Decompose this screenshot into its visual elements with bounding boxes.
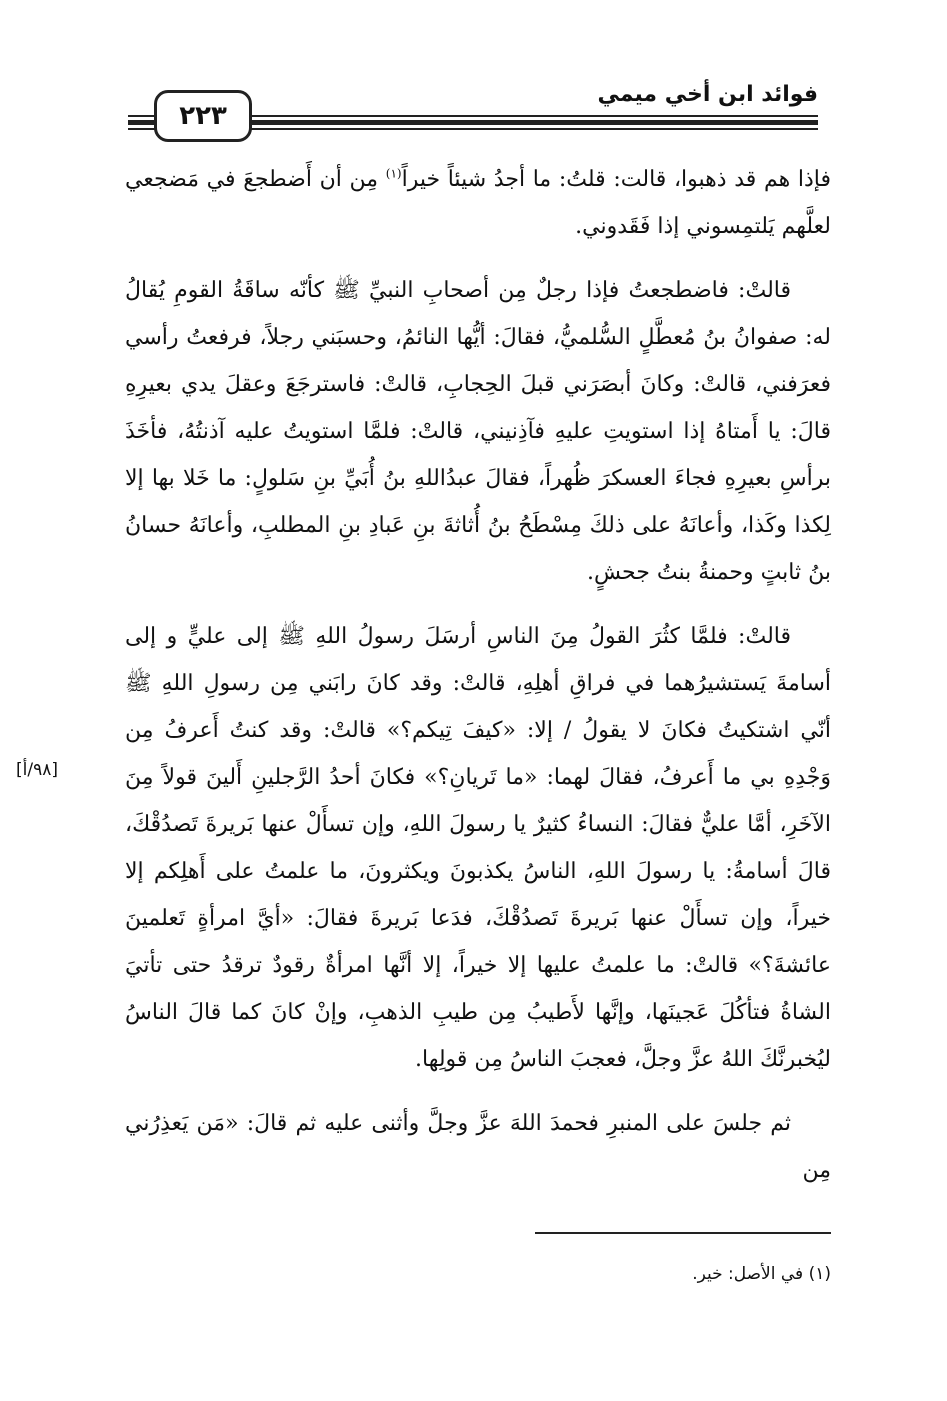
paragraph-text: فإذا هم قد ذهبوا، قالت: قلتُ: ما أجدُ شيئاً خيراً [401, 167, 831, 192]
paragraph: ثم جلسَ على المنبرِ فحمدَ اللهَ عزَّ وجلَّ وأثنى عليه ثم قالَ: «مَن يَعذِرُني مِن [125, 1111, 831, 1183]
body-text [125, 156, 831, 1211]
footnote: (١) في الأصل: خير. [692, 1264, 831, 1284]
running-title: فوائد ابن أخي ميمي [591, 82, 818, 107]
page-number: ٢٢٣ [154, 90, 252, 142]
paragraph-text: مِن أن أَضطجعَ في مَضجعي لعلَّهم يَلتمِسوني إذا فَقَدوني. [125, 167, 831, 239]
footnote-marker[interactable]: (١) [385, 166, 402, 181]
paragraph: قالتْ: فلمَّا كثُرَ القولُ مِنَ الناسِ أرسَلَ رسولُ اللهِ ﷺ إلى عليٍّ و إلى أسامةَ يَستشيرُهما في فراقِ أهلِهِ، قالتْ: وقد كانَ رابَني مِن رسولِ اللهِ ﷺ أنّي اشتكيتُ فكانَ لا يقولُ / إلا: «كيفَ تِيكم؟» قالتْ: وقد كنتُ أَعرفُ مِن وَجْدِهِ بي ما أَعرفُ، فقالَ لهما: «ما تَريانِ؟» فكانَ أحدُ الرَّجلينِ أَلينَ قولاً مِنَ الآخَرِ، أمَّا عليٌّ فقالَ: النساءُ كثيرٌ يا رسولَ اللهِ، وإن تسأَلْ عنها بَريرةَ تَصدُقْكَ، قالَ أسامةُ: يا رسولَ اللهِ، الناسُ يكذبونَ ويكثرونَ، ما علمتُ على أَهلِكم إلا خيراً، وإن تسأَلْ عنها بَريرةَ تَصدُقْكَ، فدَعا بَريرةَ فقالَ: «أيَّ امرأةٍ تَعلمينَ عائشةَ؟» قالتْ: ما علمتُ عليها إلا خيراً، إلا أنَّها امرأةٌ رقودٌ ترقدُ حتى تأتيَ الشاةُ فتأكُلَ عَجينَها، وإنَّها لأَطيبُ مِن طيبِ الذهبِ، وإنْ كانَ كما قالَ الناسُ ليُخبرنَّكَ اللهُ عزَّ وجلَّ، فعجبَ الناسُ مِن قولِها. [125, 624, 831, 1072]
page-header [128, 78, 818, 148]
paragraph [125, 156, 831, 250]
manuscript-folio-reference: [٩٨/أ] [16, 760, 58, 780]
footnote-divider [535, 1232, 831, 1234]
paragraph: قالتْ: فاضطجعتُ فإذا رجلٌ مِن أصحابِ النبيِّ ﷺ كأنّه ساقَةُ القومِ يُقالُ له: صفوانُ بنُ مُعطَّلٍ السُّلميُّ، فقالَ: أيُّها النائمُ، وحسبَني رجلاً، فرفعتُ رأسي فعرَفني، قالتْ: وكانَ أبصَرَني قبلَ الحِجابِ، قالتْ: فاسترجَعَ وعقلَ يدي بعيرِهِ قالَ: يا أَمتاهُ إذا استويتِ عليهِ فآذِنيني، قالتْ: فلمَّا استويتُ عليه آذنتُهُ، فأخَذَ برأسِ بعيرِهِ فجاءَ العسكرَ ظُهراً، فقالَ عبدُاللهِ بنُ أُبَيِّ بنِ سَلولٍ: ما خَلا بها إلا لِكذا وكَذا، وأعانَهُ على ذلكَ مِسْطَحُ بنُ أُثاثةَ بنِ عَبادِ بنِ المطلبِ، وأعانَهُ حسانُ بنُ ثابتٍ وحمنةُ بنتُ جحشٍ. [125, 278, 831, 585]
